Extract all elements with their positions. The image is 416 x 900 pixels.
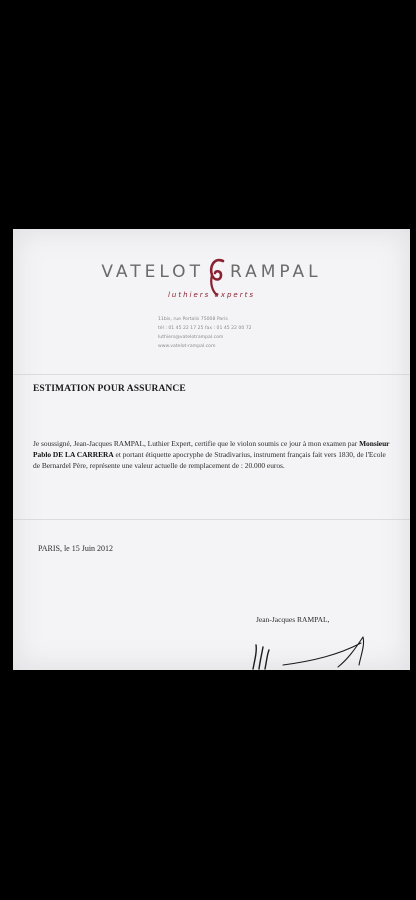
client-name: Monsieur Pablo DE LA CARRERA [33, 439, 390, 459]
letterhead-subtitle: luthiers experts [167, 291, 256, 299]
document-heading: ESTIMATION POUR ASSURANCE [33, 384, 186, 394]
letterhead-address [158, 315, 252, 351]
body-part-1: Je soussigné, Jean-Jacques RAMPAL, Luthier Expert, certifie que le violon soumis ce jour à mon examen par [33, 439, 360, 448]
address-email: luthiers@vatelotrampal.com [158, 335, 224, 340]
paper-fold [13, 519, 410, 520]
address-website: www.vatelot-rampal.com [158, 344, 216, 349]
address-phone: tél : 01 45 22 17 25 fax : 01 45 22 00 72 [158, 326, 252, 331]
signatory-name: Jean-Jacques RAMPAL, [256, 615, 330, 624]
handwritten-signature [243, 625, 383, 670]
letterhead-logo [13, 251, 410, 299]
date-line: PARIS, le 15 Juin 2012 [38, 544, 114, 553]
brand-right: RAMPAL [229, 262, 322, 282]
document-body [33, 438, 391, 471]
document-page [13, 229, 410, 670]
violin-scroll-icon [206, 255, 228, 297]
brand-left: VATELOT [101, 262, 204, 282]
body-part-2: et portant étiquette apocryphe de Stradivarius, instrument français fait vers 1830, de l'Ecole de Bernardel Père, représente une valeur actuelle de remplacement de : 20.000 euros. [33, 450, 386, 470]
paper-fold [13, 374, 410, 375]
address-street: 11bis, rue Portalis 75008 Paris [158, 317, 228, 322]
